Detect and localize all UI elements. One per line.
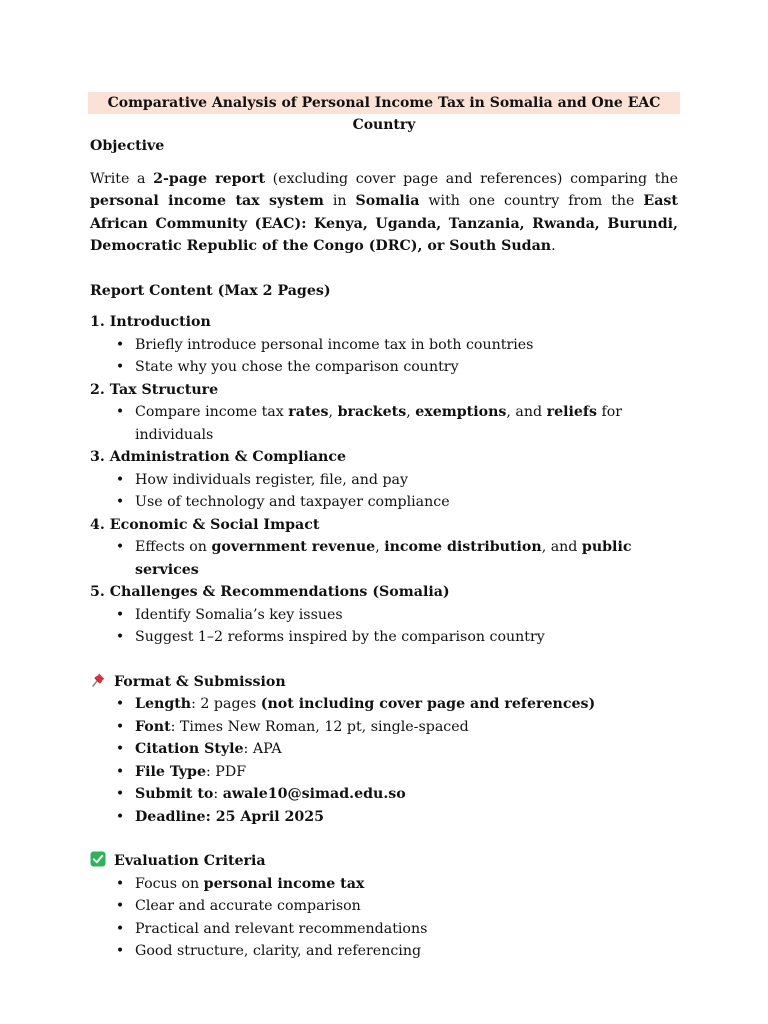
section-list <box>90 401 678 446</box>
text-run: Effects on <box>135 539 212 555</box>
bullet-icon: • <box>115 786 125 802</box>
bold-text: government revenue <box>211 539 376 555</box>
list-item <box>90 491 678 514</box>
list-item <box>90 783 678 806</box>
text-run: Compare income tax <box>135 404 289 420</box>
bullet-icon: • <box>115 898 125 914</box>
objective-paragraph <box>90 168 678 258</box>
section-heading: 1. Introduction <box>90 314 211 330</box>
list-item <box>90 626 678 649</box>
bold-text: Font <box>135 718 171 735</box>
bullet-icon: • <box>115 404 125 420</box>
bold-text: Somalia <box>355 193 420 209</box>
text-run: : 2 pages <box>191 696 261 712</box>
section-heading: 5. Challenges & Recommendations (Somalia) <box>90 584 450 600</box>
section-heading: 4. Economic & Social Impact <box>90 516 320 533</box>
text-run: , <box>406 404 416 420</box>
bold-text: East African Community (EAC): Kenya, Uganda, Tanzania, Rwanda, Burundi, Democratic Republic of the Congo (DRC), or South Sudan <box>90 193 678 254</box>
evaluation-list <box>90 873 678 963</box>
text-run: . <box>551 238 556 254</box>
bold-text: income distribution <box>384 539 542 555</box>
text-run: Identify Somalia’s key issues <box>135 606 343 623</box>
evaluation-heading <box>90 850 678 873</box>
text-run: Briefly introduce personal income tax in both countries <box>135 336 534 353</box>
bold-text: awale10@simad.edu.so <box>222 786 406 802</box>
bullet-icon: • <box>115 539 125 555</box>
bold-text: brackets <box>337 404 407 420</box>
list-item <box>90 469 678 492</box>
format-heading-label: Format & Submission <box>114 673 286 690</box>
list-item <box>90 401 678 446</box>
text-run: (excluding cover page and references) comparing the <box>265 170 679 187</box>
section-list <box>90 604 678 649</box>
text-run: : APA <box>243 741 282 757</box>
bold-text: Submit to <box>135 786 214 802</box>
bullet-icon: • <box>115 808 125 825</box>
section-heading: 2. Tax Structure <box>90 381 219 398</box>
text-run: : Times New Roman, 12 pt, single-spaced <box>170 718 469 735</box>
bullet-icon: • <box>115 875 125 892</box>
bullet-icon: • <box>115 336 125 353</box>
text-run: Clear and accurate comparison <box>135 898 361 914</box>
text-run: in <box>323 193 356 209</box>
bold-text: Citation Style <box>135 741 244 757</box>
bullet-icon: • <box>115 606 125 623</box>
text-run: Practical and relevant recommendations <box>135 920 428 937</box>
list-item <box>90 940 678 963</box>
bold-text: personal income tax system <box>90 193 324 209</box>
section-list <box>90 334 678 379</box>
format-list <box>90 693 678 828</box>
bold-text: rates <box>288 404 329 420</box>
text-run: Focus on <box>135 875 204 892</box>
text-run: : <box>213 786 223 802</box>
text-run: , and <box>541 539 582 555</box>
bold-text: 2-page report <box>153 170 266 187</box>
text-run: Good structure, clarity, and referencing <box>135 943 422 959</box>
check-box-icon <box>90 851 106 867</box>
text-run: , <box>375 539 385 555</box>
list-item <box>90 918 678 941</box>
bold-text: public services <box>135 539 632 578</box>
bold-text: (not including cover page and references) <box>260 696 596 712</box>
pushpin-icon <box>90 672 106 688</box>
list-item <box>90 806 678 829</box>
bullet-icon: • <box>115 471 125 488</box>
list-item <box>90 334 678 357</box>
list-item <box>90 761 678 784</box>
list-item <box>90 536 678 581</box>
bullet-icon: • <box>115 741 125 757</box>
bullet-icon: • <box>115 943 125 959</box>
list-item <box>90 356 678 379</box>
report-content-heading: Report Content (Max 2 Pages) <box>90 282 331 299</box>
list-item <box>90 738 678 761</box>
text-run: State why you chose the comparison country <box>135 359 459 375</box>
bold-text: reliefs <box>546 404 597 420</box>
text-run: for individuals <box>135 404 623 443</box>
text-run: Suggest 1–2 reforms inspired by the comparison country <box>135 629 545 645</box>
bold-text: personal income tax <box>203 875 365 892</box>
bullet-icon: • <box>115 359 125 375</box>
bold-text: Length <box>135 696 192 712</box>
format-heading <box>90 671 678 694</box>
objective-heading: Objective <box>90 138 165 154</box>
list-item <box>90 604 678 627</box>
list-item <box>90 873 678 896</box>
list-item <box>90 895 678 918</box>
section-list <box>90 469 678 514</box>
document-title: Comparative Analysis of Personal Income Tax in Somalia and One EAC Country <box>88 92 680 114</box>
bullet-icon: • <box>115 696 125 712</box>
text-run: : PDF <box>206 763 247 780</box>
text-run: Write a <box>90 170 154 187</box>
report-sections <box>90 311 678 649</box>
text-run: with one country from the <box>419 193 644 209</box>
bullet-icon: • <box>115 763 125 780</box>
bold-text: Deadline: 25 April 2025 <box>135 808 325 825</box>
text-run: , <box>328 404 338 420</box>
bold-text: exemptions <box>415 404 507 420</box>
bullet-icon: • <box>115 920 125 937</box>
text-run: , and <box>506 404 547 420</box>
evaluation-heading-label: Evaluation Criteria <box>114 853 266 869</box>
section-list <box>90 536 678 581</box>
list-item <box>90 693 678 716</box>
text-run: How individuals register, file, and pay <box>135 471 408 488</box>
bullet-icon: • <box>115 494 125 510</box>
bold-text: File Type <box>135 763 207 780</box>
document-body <box>90 135 678 963</box>
list-item <box>90 716 678 739</box>
bullet-icon: • <box>115 718 125 735</box>
section-heading: 3. Administration & Compliance <box>90 449 347 465</box>
text-run: Use of technology and taxpayer compliance <box>135 494 450 510</box>
bullet-icon: • <box>115 629 125 645</box>
